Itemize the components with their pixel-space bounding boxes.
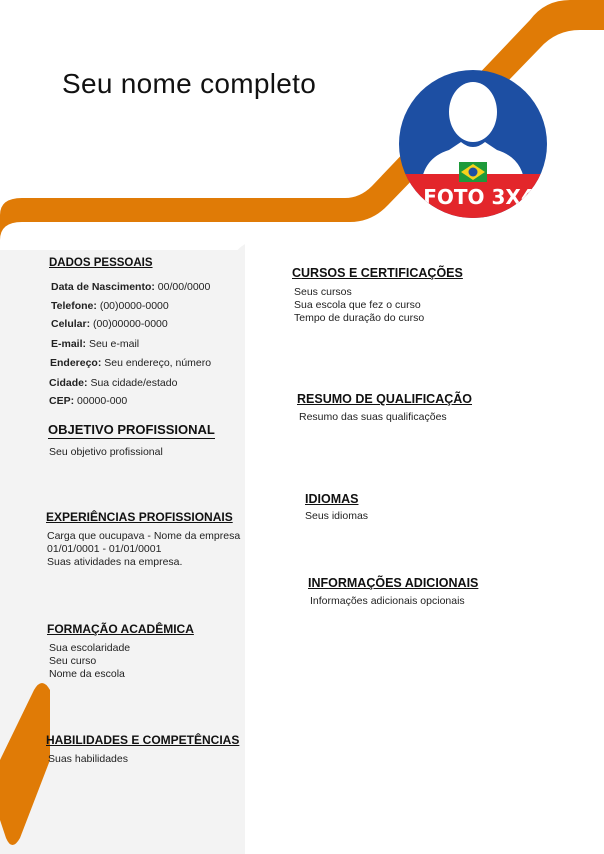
- additional-title: INFORMAÇÕES ADICIONAIS: [308, 576, 479, 590]
- zip-value: 00000-000: [77, 395, 128, 407]
- email-row: [51, 338, 139, 351]
- address-row: [50, 357, 211, 370]
- objective-title: OBJETIVO PROFISSIONAL: [48, 422, 215, 437]
- languages-text: Seus idiomas: [305, 510, 369, 522]
- education-line-1: Sua escolaridade: [49, 642, 131, 654]
- phone-label: Telefone:: [51, 300, 97, 312]
- email-label: E-mail:: [51, 338, 87, 350]
- additional-text: Informações adicionais opcionais: [310, 595, 465, 607]
- birthdate-row: [51, 281, 210, 294]
- experience-title: EXPERIÊNCIAS PROFISSIONAIS: [46, 510, 233, 524]
- birthdate-label: Data de Nascimento:: [51, 281, 155, 293]
- zip-row: [49, 395, 127, 408]
- courses-title: CURSOS E CERTIFICAÇÕES: [292, 266, 463, 280]
- summary-text: Resumo das suas qualificações: [299, 411, 447, 423]
- birthdate-value: 00/00/0000: [157, 281, 211, 293]
- courses-line-1: Seus cursos: [294, 286, 352, 298]
- mobile-label: Celular:: [51, 318, 91, 330]
- zip-label: CEP:: [49, 395, 75, 407]
- address-value: Seu endereço, número: [104, 357, 212, 369]
- brazil-flag-icon: [459, 162, 487, 182]
- education-line-2: Seu curso: [49, 655, 97, 667]
- city-label: Cidade:: [49, 377, 88, 389]
- objective-text: Seu objetivo profissional: [49, 446, 163, 458]
- phone-row: [51, 300, 169, 313]
- summary-title: RESUMO DE QUALIFICAÇÃO: [297, 392, 472, 406]
- photo-label: FOTO 3X4: [423, 185, 535, 209]
- city-value: Sua cidade/estado: [90, 377, 178, 389]
- experience-line-2: 01/01/0001 - 01/01/0001: [47, 543, 162, 555]
- mobile-row: [51, 318, 168, 331]
- phone-value: (00)0000-0000: [99, 300, 169, 312]
- courses-line-2: Sua escola que fez o curso: [294, 299, 421, 311]
- profile-photo: [399, 70, 547, 218]
- education-line-3: Nome da escola: [49, 668, 125, 680]
- email-value: Seu e-mail: [88, 338, 140, 350]
- experience-line-3: Suas atividades na empresa.: [47, 556, 183, 568]
- city-row: [49, 377, 177, 390]
- experience-line-1: Carga que oucupava - Nome da empresa: [47, 530, 241, 542]
- candidate-name: Seu nome completo: [62, 68, 317, 99]
- courses-line-3: Tempo de duração do curso: [294, 312, 425, 324]
- skills-title: HABILIDADES E COMPETÊNCIAS: [46, 733, 240, 747]
- languages-title: IDIOMAS: [305, 492, 359, 506]
- address-label: Endereço:: [50, 357, 102, 369]
- personal-data-title: DADOS PESSOAIS: [49, 257, 153, 269]
- skills-text: Suas habilidades: [48, 753, 128, 765]
- mobile-value: (00)00000-0000: [93, 318, 168, 330]
- education-title: FORMAÇÃO ACADÊMICA: [47, 622, 194, 636]
- avatar-placeholder-icon: [399, 70, 547, 218]
